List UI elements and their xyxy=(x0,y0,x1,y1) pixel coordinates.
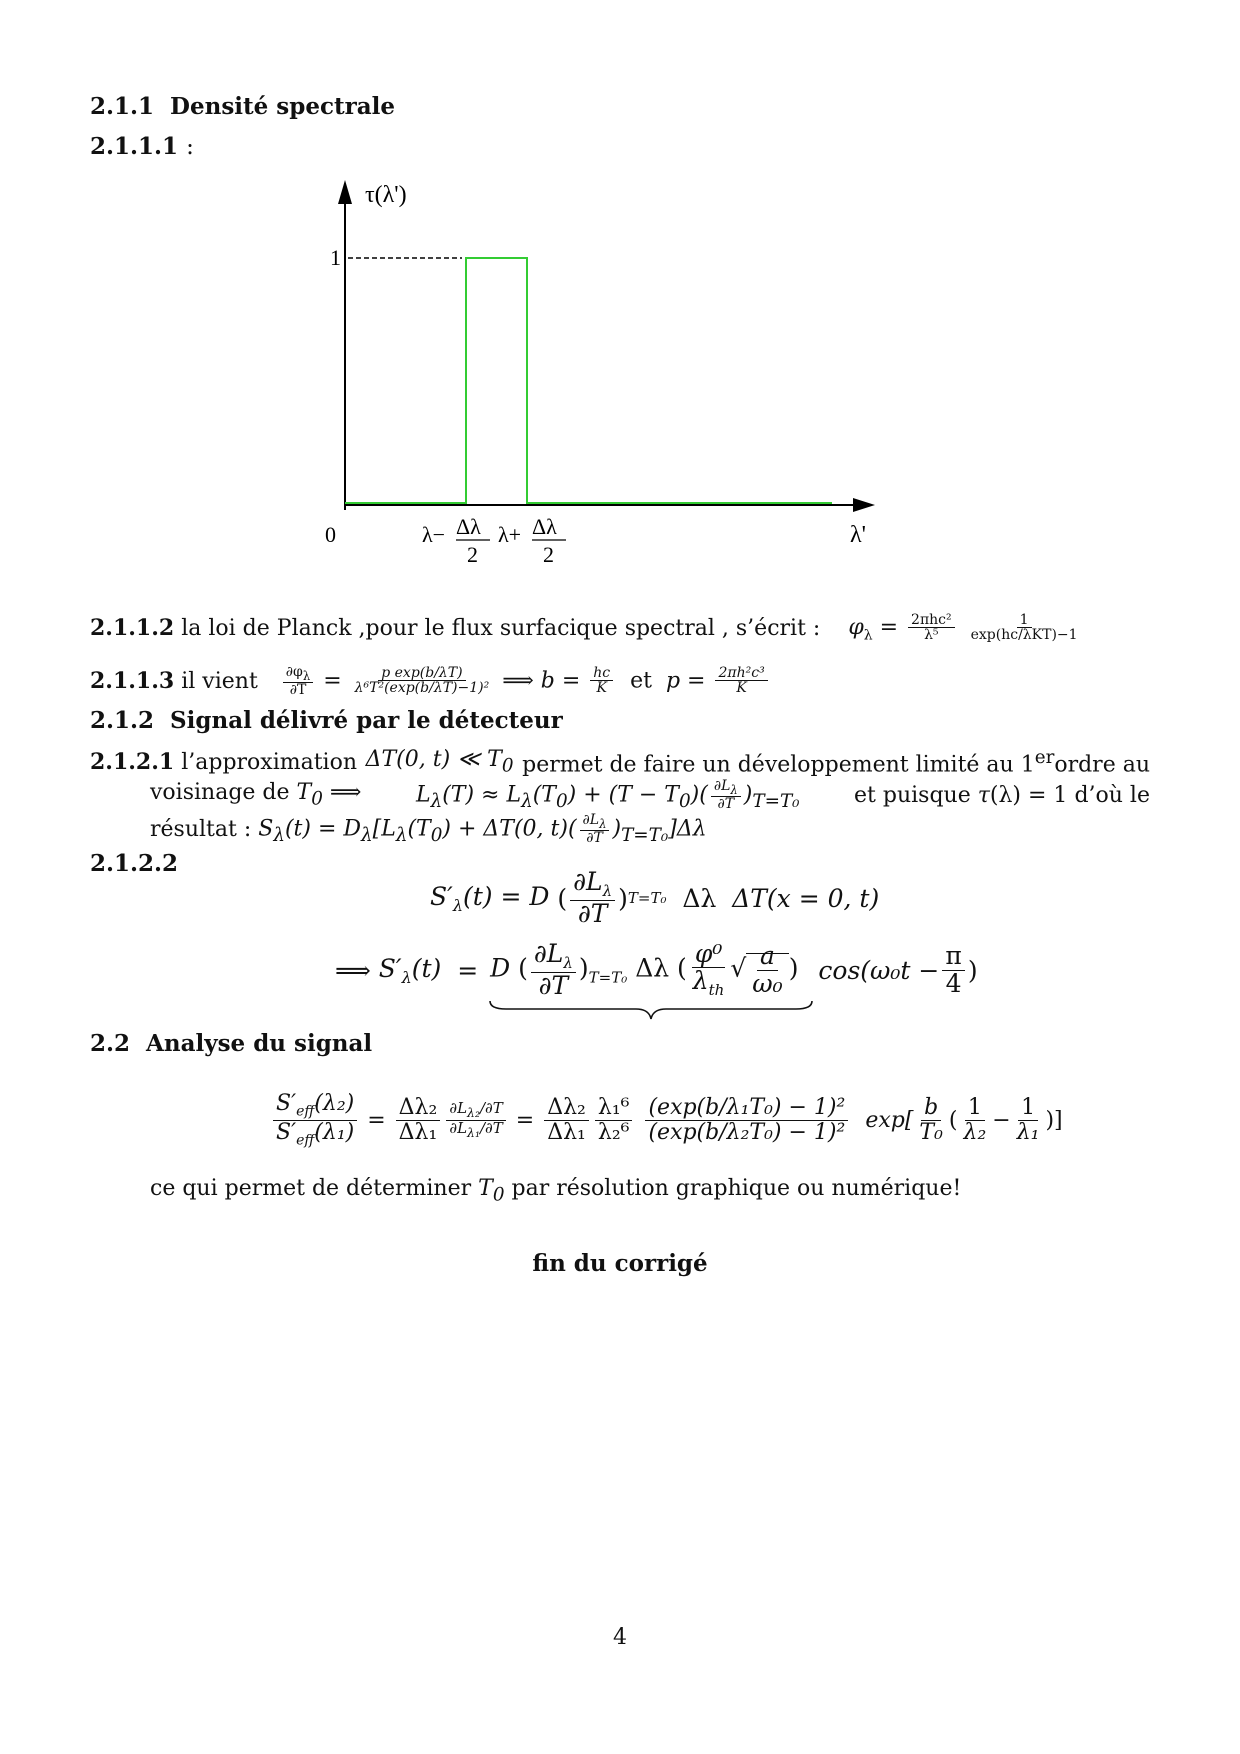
section-heading-2-1-2-2 xyxy=(90,850,178,877)
ordre-text: ordre au xyxy=(1054,752,1150,778)
page-number xyxy=(0,1625,1240,1650)
underbraced-group: D ( $\frac{\partial L_\lambda}{\partial T}$ )$_{T=T_0}$ Δλ ( $\frac{\text{φ⁰}}{\lambda_{th}}$ √ $\frac{a}{\text{ω₀}}$ ) xyxy=(486,941,802,999)
derivative-equation: $\frac{\partial\varphi_\lambda}{\partial T}$ = $\frac{\text{p exp(b/λT)}}{\text{λ⁶T²(exp(b/λT)−1)²}}$ ⟹ b = $\frac{hc}{K}$ et p = $\frac{\text{2πh²c³}}{K}$ xyxy=(280,665,771,698)
conclusion-line: ce qui permet de déterminer $T_0$ par résolution graphique ou numérique! xyxy=(150,1176,962,1206)
section-number: 2.1.1 xyxy=(90,93,155,120)
section-heading-2-2 xyxy=(90,1030,372,1057)
taylor-equation: $L_\lambda(T) \approx L_\lambda(T_0) + (T - T_0)$( $\frac{\partial L_\lambda}{\partial T}$ )$_{T=T_0}$ xyxy=(415,777,800,812)
equation-s-prime-result: ⟹ $S'_\lambda(t)$ = D ( $\frac{\partial L_\lambda}{\partial T}$ )$_{T=T_0}$ Δλ ( $\frac{\text{φ⁰}}{\lambda_{th}}$ √ $\frac{a}{\text{ω₀}}$ ) cos(ω₀t − $\frac{\pi}{4}$ ) xyxy=(335,935,978,1005)
section-heading-2-1-2 xyxy=(90,707,563,734)
origin-label: 0 xyxy=(325,522,336,547)
section-number: 2.1.1.3 xyxy=(90,668,175,694)
section-number: 2.1.2 xyxy=(90,707,155,734)
end-text: fin du corrigé xyxy=(532,1250,708,1277)
transmission-figure xyxy=(300,170,900,580)
voisinage-text: voisinage de xyxy=(150,780,290,806)
transmission-curve xyxy=(345,258,832,503)
delta-lambda-label: Δλ xyxy=(532,514,557,539)
page-number-text: 4 xyxy=(613,1625,627,1650)
section-number: 2.1.2.2 xyxy=(90,850,179,877)
section-number: 2.1.2.1 xyxy=(90,749,175,775)
section-number: 2.1.1.2 xyxy=(90,615,175,641)
approx-condition: ΔT(0, t) ≪ $T_0$ xyxy=(365,747,514,777)
dou-le-text: d’où le xyxy=(1074,782,1150,808)
section-heading-2-1-1-1 xyxy=(90,133,194,160)
underbrace-icon xyxy=(486,999,816,1021)
x-axis-label: λ' xyxy=(850,522,866,548)
superscript-er: er xyxy=(1034,746,1055,768)
puisque-text: et puisque xyxy=(854,782,971,808)
equation-ratio: $\frac{S'_{eff}(\lambda_2)}{S'_{eff}(\lambda_1)}$ = $\frac{\text{Δλ₂}}{\text{Δλ₁}}$ $\frac{\partial L_{\lambda_2}/\partial T}{\partial L_{\lambda_1}/\partial T}$ = $\frac{\text{Δλ₂}}{\text{Δλ₁}}$ $\frac{\text{λ₁⁶}}{\text{λ₂⁶}}$ $\frac{\text{(exp(b/λ₁T₀) − 1)²}}{\text{(exp(b/λ₂T₀) − 1)²}}$ exp[ $\frac{b}{\text{T₀}}$ ( $\frac{1}{\text{λ₂}}$ − $\frac{1}{\text{λ₁}}$ )] xyxy=(270,1080,1063,1160)
conclusion-text: ce qui permet de déterminer xyxy=(150,1176,472,1201)
paragraph-2-1-2-1: 2.1.2.1 l’approximation ΔT(0, t) ≪ $T_0$ permet de faire un développement limité au 1erordre au voisinage de $T_0$ ⟹ $L_\lambda(T) \approx L_\lambda(T_0) + (T - T_0)$( $\frac{\partial L_\lambda}{\partial T}$ )$_{T=T_0}$ et puisque τ(λ) = 1 d’où le résultat : $S_\lambda(t) = D_\lambda[L_\lambda(T_0) + \Delta T(0$, t)( $\frac{\partial L_\lambda}{\partial T}$ )$_{T=T_0}]\Delta\lambda$ xyxy=(90,746,1150,846)
paragraph-2-1-1-2 xyxy=(90,608,1084,648)
delta-lambda-label: Δλ xyxy=(456,514,481,539)
equation-s-prime: $S'_\lambda(t) = D$ ( $\frac{\partial L_\lambda}{\partial T}$ ) T=T₀ Δλ ΔT(x = 0, t) xyxy=(430,867,880,928)
planck-equation: $\varphi_\lambda$ = $\frac{\text{2πhc²}}{\text{λ⁵}}$ $\frac{1}{\text{exp(hc/λKT)−1}}$ xyxy=(848,611,1078,644)
section-number: 2.2 xyxy=(90,1030,131,1057)
y-tick-1: 1 xyxy=(330,245,341,270)
paragraph-2-1-1-3 xyxy=(90,658,771,704)
section-title: Analyse du signal xyxy=(146,1030,373,1057)
planck-text: la loi de Planck ,pour le flux surfacique spectral , s’écrit : xyxy=(181,615,821,641)
conclusion-text-b: par résolution graphique ou numérique! xyxy=(511,1176,962,1201)
permet-text: permet de faire un développement limité au 1 xyxy=(522,752,1035,778)
y-axis-label: τ(λ') xyxy=(365,182,407,208)
section-heading-2-1-1 xyxy=(90,93,395,120)
denominator-two: 2 xyxy=(467,542,478,567)
approx-text: l’approximation xyxy=(181,750,358,775)
end-of-correction xyxy=(0,1250,1240,1277)
denominator-two: 2 xyxy=(543,542,554,567)
signal-equation: $S_\lambda(t) = D_\lambda[L_\lambda(T_0) + \Delta T(0$, t)( $\frac{\partial L_\lambda}{\partial T}$ )$_{T=T_0}]\Delta\lambda$ xyxy=(258,811,707,846)
x-axis-arrow-icon xyxy=(853,498,875,512)
y-axis-arrow-icon xyxy=(338,180,352,204)
resultat-text: résultat : xyxy=(150,816,252,842)
section-title: Densité spectrale xyxy=(170,93,395,120)
colon: : xyxy=(186,134,194,160)
section-title: Signal délivré par le détecteur xyxy=(170,707,563,734)
section-number: 2.1.1.1 xyxy=(90,133,179,160)
il-vient-text: il vient xyxy=(181,668,258,694)
lambda-minus-label: λ− xyxy=(422,522,446,547)
lambda-plus-label: λ+ xyxy=(498,522,522,547)
